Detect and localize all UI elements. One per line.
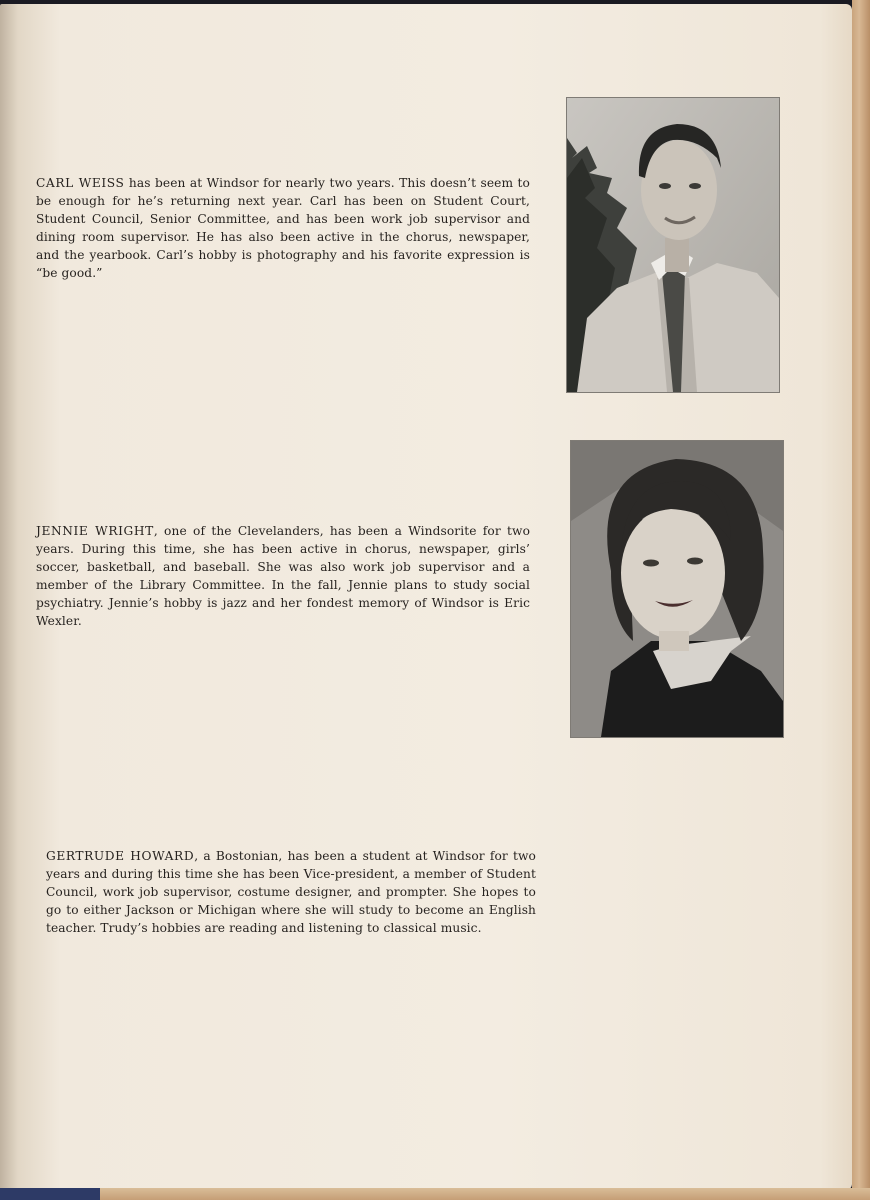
bio-name: GERTRUDE HOWARD: [46, 849, 195, 864]
photo-carl-weiss: [566, 97, 780, 393]
bio-gertrude-howard: [46, 847, 536, 937]
portrait-man-image: [567, 98, 779, 392]
photo-jennie-wright: [570, 440, 784, 738]
bio-name: CARL WEISS: [36, 176, 125, 191]
page-edge-bottom: [100, 1188, 870, 1200]
book-cover-corner: [0, 1188, 100, 1200]
bio-jennie-wright: [36, 522, 530, 630]
page-edge-right: [852, 0, 870, 1200]
portrait-woman-image: [571, 441, 783, 737]
bio-carl-weiss: [36, 174, 530, 282]
yearbook-page: [0, 4, 852, 1190]
bio-text: , one of the Clevelanders, has been a Windsorite for two years. During this time, she has been active in chorus, newspaper, girls’ soccer, basketball, and baseball. She was also work job supervisor and a member of the Library Committee. In the fall, Jennie plans to study social psychiatry. Jennie’s hobby is jazz and her fondest memory of Windsor is Eric Wexler.: [36, 524, 531, 629]
bio-name: JENNIE WRIGHT: [36, 524, 154, 539]
bio-text: , a Bostonian, has been a student at Windsor for two years and during this time she has been Vice-president, a member of Student Council, work job supervisor, costume designer, and prompter. She hopes to go to either Jackson or Michigan where she will study to become an English teacher. Trudy’s hobbies are reading and listening to classical music.: [46, 849, 536, 936]
bio-text: has been at Windsor for nearly two years. This doesn’t seem to be enough for he’s returning next year. Carl has been on Student Court, Student Council, Senior Committee, and has been work job supervisor and dining room supervisor. He has also been active in the chorus, newspaper, and the yearbook. Carl’s hobby is photography and his favorite expression is “be good.”: [36, 176, 530, 281]
